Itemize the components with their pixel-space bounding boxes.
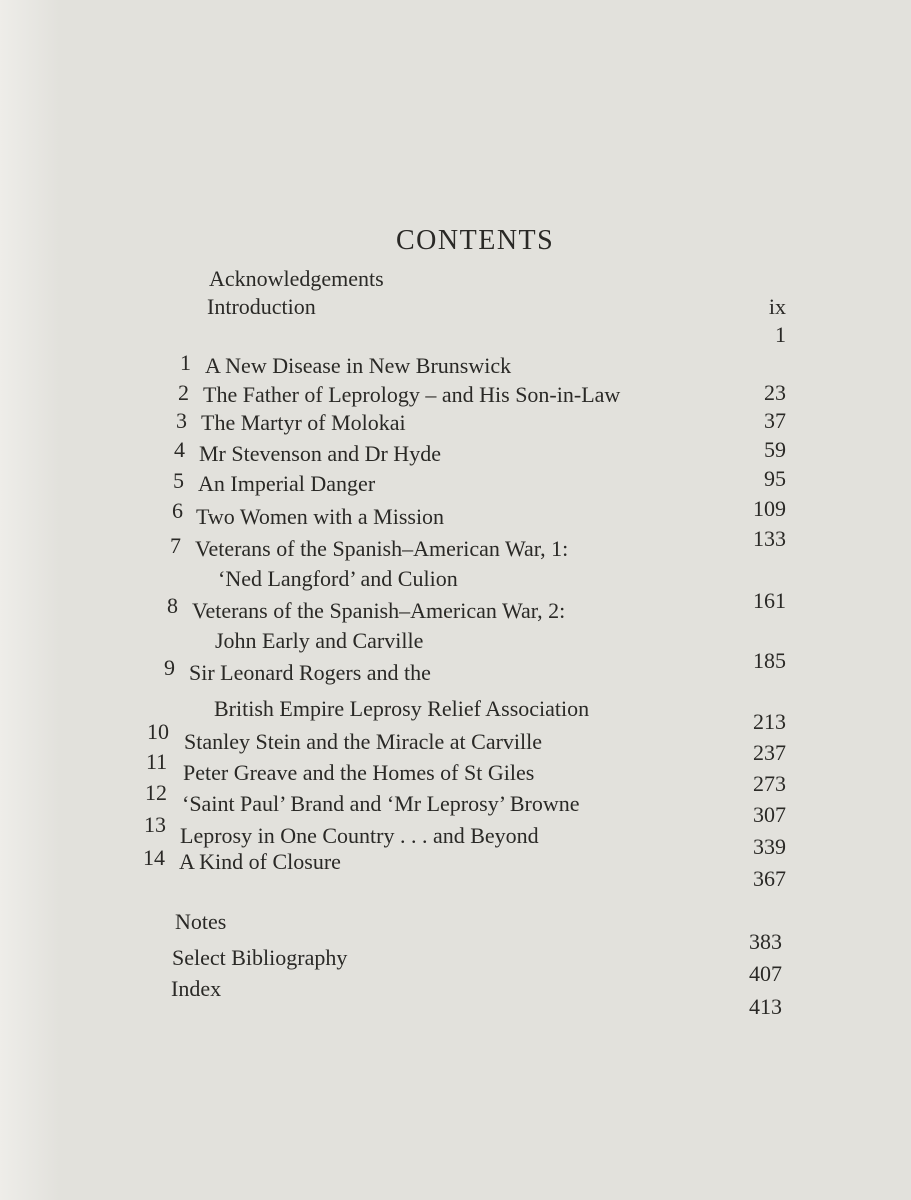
chapter-number: 12: [145, 780, 167, 805]
chapter-number: 10: [147, 719, 169, 744]
chapter-title: Veterans of the Spanish–American War, 1:: [195, 536, 569, 561]
chapter-number: 4: [174, 437, 185, 462]
chapter-title: Stanley Stein and the Miracle at Carville: [184, 729, 543, 754]
chapter-number: 7: [170, 533, 181, 558]
chapter-number: 6: [172, 498, 183, 523]
toc-page-index: 413: [749, 994, 782, 1019]
chapter-page: 237: [753, 740, 786, 765]
chapter-page: 339: [753, 834, 786, 859]
chapter-page: 307: [753, 802, 786, 827]
toc-page-bibliography: 407: [749, 961, 782, 986]
chapter-page: 185: [753, 648, 786, 673]
chapter-title: The Martyr of Molokai: [201, 410, 406, 435]
chapter-title: Sir Leonard Rogers and the: [189, 660, 431, 685]
chapter-title: Veterans of the Spanish–American War, 2:: [192, 598, 566, 623]
toc-page-introduction: 1: [775, 322, 786, 347]
chapter-title-continued: British Empire Leprosy Relief Association: [214, 696, 590, 721]
chapter-title: Two Women with a Mission: [196, 504, 445, 529]
chapter-title-continued: ‘Ned Langford’ and Culion: [218, 566, 458, 591]
chapter-page: 23: [764, 380, 786, 405]
chapter-number: 14: [143, 845, 165, 870]
toc-entry-introduction: Introduction: [207, 294, 316, 319]
chapter-page: 109: [753, 496, 786, 521]
page-edge-shadow: [0, 0, 60, 1200]
toc-entry-bibliography: Select Bibliography: [172, 945, 348, 970]
chapter-title: An Imperial Danger: [198, 471, 376, 496]
chapter-page: 161: [753, 588, 786, 613]
toc-entry-acknowledgements: Acknowledgements: [209, 266, 384, 291]
chapter-title: ‘Saint Paul’ Brand and ‘Mr Leprosy’ Browne: [182, 791, 580, 816]
chapter-title: A New Disease in New Brunswick: [205, 353, 512, 378]
chapter-number: 8: [167, 593, 178, 618]
chapter-page: 133: [753, 526, 786, 551]
chapter-page: 95: [764, 466, 786, 491]
page-title: CONTENTS: [396, 225, 555, 256]
chapter-number: 3: [176, 408, 187, 433]
chapter-title: A Kind of Closure: [179, 849, 341, 874]
chapter-page: 59: [764, 437, 786, 462]
chapter-title: Mr Stevenson and Dr Hyde: [199, 441, 441, 466]
chapter-title: Peter Greave and the Homes of St Giles: [183, 760, 535, 785]
chapter-page: 213: [753, 709, 786, 734]
chapter-number: 13: [144, 812, 166, 837]
chapter-title-continued: John Early and Carville: [215, 628, 424, 653]
chapter-number: 2: [178, 380, 189, 405]
chapter-page: 367: [753, 866, 786, 891]
chapter-title: The Father of Leprology – and His Son-in-Law: [203, 382, 621, 407]
toc-entry-notes: Notes: [175, 909, 227, 934]
chapter-page: 273: [753, 771, 786, 796]
chapter-number: 1: [180, 350, 191, 375]
chapter-page: 37: [764, 408, 786, 433]
toc-page-acknowledgements: ix: [768, 294, 786, 319]
toc-page-notes: 383: [749, 929, 782, 954]
chapter-number: 9: [164, 655, 175, 680]
chapter-number: 5: [173, 468, 184, 493]
chapter-title: Leprosy in One Country . . . and Beyond: [180, 823, 539, 848]
toc-entry-index: Index: [171, 976, 222, 1001]
chapter-number: 11: [146, 749, 168, 774]
